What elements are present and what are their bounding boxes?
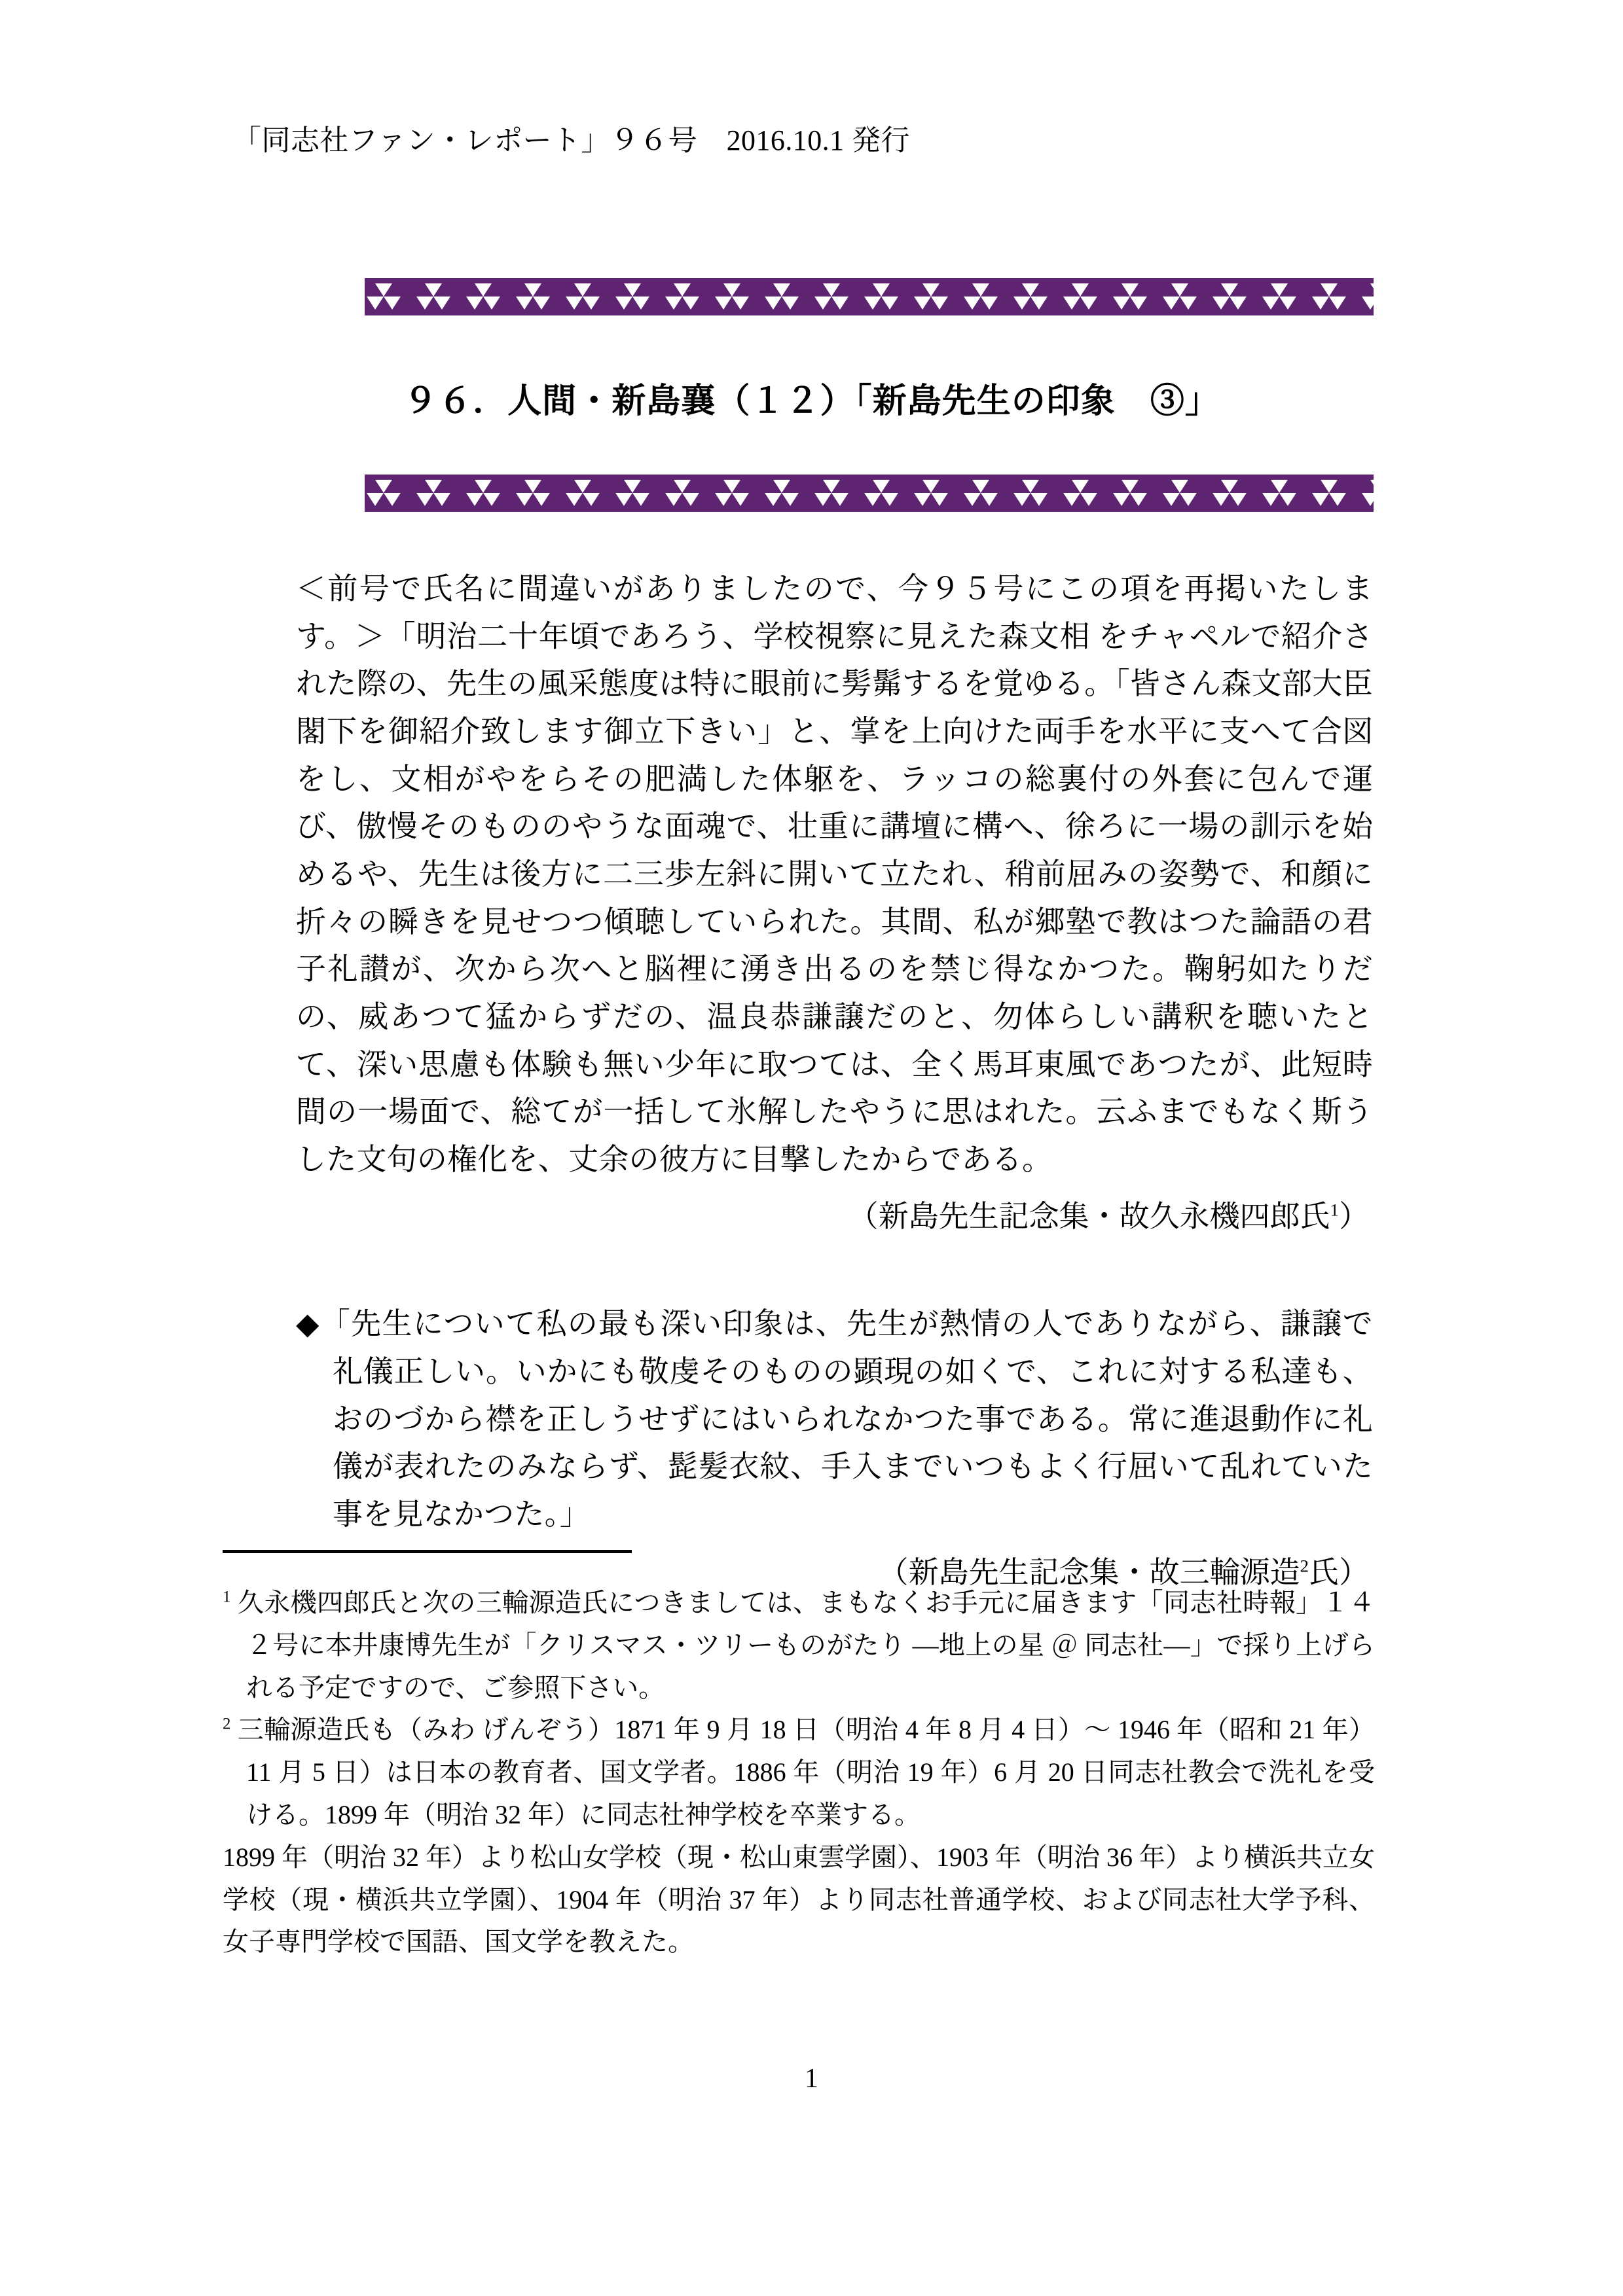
- footnote-item: [223, 1582, 1375, 1709]
- triangle-cluster-icon: [418, 283, 448, 312]
- triangle-icon: [1329, 493, 1346, 506]
- triangle-cluster-icon: [568, 479, 598, 508]
- triangle-icon: [624, 283, 641, 296]
- attribution-two-close: 氏）: [1309, 1555, 1369, 1589]
- document-header: 「同志社ファン・レポート」９６号 2016.10.1 発行: [232, 124, 910, 156]
- triangle-icon: [384, 493, 401, 506]
- triangle-cluster-icon: [816, 479, 847, 508]
- triangle-icon: [665, 296, 682, 310]
- triangle-icon: [972, 480, 989, 493]
- triangle-icon: [1180, 296, 1197, 310]
- triangle-icon: [632, 296, 649, 310]
- triangle-icon: [375, 283, 392, 296]
- triangle-icon: [981, 493, 998, 506]
- triangle-icon: [1262, 296, 1279, 310]
- triangle-icon: [615, 493, 632, 506]
- triangle-icon: [1362, 493, 1374, 506]
- triangle-icon: [765, 296, 782, 310]
- triangle-icon: [782, 493, 799, 506]
- triangle-icon: [367, 296, 384, 310]
- triangle-icon: [466, 296, 483, 310]
- triangle-cluster-icon: [1165, 283, 1195, 312]
- triangle-cluster-icon: [767, 283, 797, 312]
- triangle-cluster-icon: [468, 283, 498, 312]
- triangle-icon: [1321, 283, 1338, 296]
- footnote-ref-1: 1: [1330, 1200, 1339, 1220]
- triangle-icon: [433, 296, 450, 310]
- triangle-icon: [732, 296, 749, 310]
- triangle-icon: [1262, 493, 1279, 506]
- footnote-text: 1899 年（明治 32 年）より松山女学校（現・松山東雲学園）、1903 年（明治 36 年）より横浜共立女学校（現・横浜共立学園）、1904 年（明治 37 年）より同志社普通学校、および同志社大学予科、女子専門学校で国語、国文学を教えた。: [223, 1842, 1375, 1957]
- footnote-marker: 1: [223, 1588, 231, 1606]
- triangle-icon: [981, 296, 998, 310]
- triangle-icon: [416, 296, 433, 310]
- triangle-cluster-icon: [767, 479, 797, 508]
- triangle-icon: [524, 283, 541, 296]
- triangle-cluster-icon: [617, 283, 647, 312]
- triangle-cluster-icon: [1165, 479, 1195, 508]
- triangle-icon: [516, 296, 533, 310]
- triangle-icon: [922, 480, 939, 493]
- triangle-icon: [831, 296, 848, 310]
- triangle-icon: [1030, 493, 1048, 506]
- triangle-icon: [475, 283, 492, 296]
- triangle-icon: [533, 493, 550, 506]
- attribution-two-text: （新島先生記念集・故三輪源造: [878, 1555, 1300, 1589]
- triangle-icon: [1312, 296, 1329, 310]
- triangle-icon: [823, 480, 840, 493]
- triangle-icon: [864, 493, 881, 506]
- triangle-icon: [375, 480, 392, 493]
- triangle-cluster-icon: [617, 479, 647, 508]
- triangle-cluster-icon: [518, 479, 548, 508]
- triangle-icon: [1312, 493, 1329, 506]
- footnote-ref-2: 2: [1300, 1556, 1309, 1576]
- triangle-cluster-icon: [1364, 479, 1374, 508]
- triangle-icon: [715, 493, 732, 506]
- triangle-cluster-icon: [1314, 283, 1344, 312]
- triangle-icon: [1321, 480, 1338, 493]
- triangle-icon: [416, 493, 433, 506]
- triangle-icon: [1113, 493, 1130, 506]
- triangle-icon: [624, 480, 641, 493]
- triangle-icon: [873, 283, 890, 296]
- triangle-icon: [632, 493, 649, 506]
- triangle-cluster-icon: [717, 479, 747, 508]
- triangle-icon: [1271, 283, 1288, 296]
- triangle-icon: [1063, 493, 1080, 506]
- triangle-icon: [433, 493, 450, 506]
- triangle-icon: [732, 493, 749, 506]
- triangle-icon: [1279, 296, 1296, 310]
- triangle-cluster-icon: [866, 479, 896, 508]
- triangle-icon: [922, 283, 939, 296]
- triangle-cluster-icon: [667, 283, 697, 312]
- triangle-icon: [1163, 296, 1180, 310]
- triangle-icon: [1230, 493, 1247, 506]
- body-paragraph-two: ◆「先生について私の最も深い印象は、先生が熱情の人でありながら、謙譲で礼儀正しい。いかにも敬虔そのものの顕現の如くで、これに対する私達も、おのづから襟を正しうせずにはいられなかつた事である。常に進退動作に礼儀が表れたのみならず、髭髪衣紋、手入までいつもよく行屈いて乱れていた事を見なかつた。」: [296, 1307, 1373, 1532]
- triangle-cluster-icon: [1264, 283, 1294, 312]
- decorative-bar-bottom: [365, 475, 1374, 512]
- triangle-icon: [765, 493, 782, 506]
- triangle-cluster-icon: [468, 479, 498, 508]
- triangle-cluster-icon: [916, 479, 946, 508]
- triangle-icon: [1072, 283, 1089, 296]
- triangle-icon: [1279, 493, 1296, 506]
- triangle-icon: [483, 493, 500, 506]
- triangle-icon: [1013, 296, 1030, 310]
- triangle-icon: [1221, 480, 1238, 493]
- triangle-cluster-icon: [418, 479, 448, 508]
- triangle-icon: [1122, 283, 1139, 296]
- footnote-text: 三輪源造氏も（みわ げんぞう）1871 年 9 月 18 日（明治 4 年 8 月 4 日）～ 1946 年（昭和 21 年）11 月 5 日）は日本の教育者、国文学者。1886 年（明治 19 年）6 月 20 日同志社教会で洗礼を受ける。1899 年（明治 32 年）に同志社神学校を卒業する。: [237, 1715, 1375, 1829]
- triangle-icon: [425, 283, 442, 296]
- triangle-icon: [574, 283, 591, 296]
- body-paragraph-one: ＜前号で氏名に間違いがありましたので、今９５号にこの項を再掲いたします。＞「明治二十年頃であろう、学校視察に見えた森文相 をチャペルで紹介された際の、先生の風采態度は特に眼前に髣髴するを覚ゆる。「皆さん森文部大臣閣下を御紹介致します御立下きい」と、掌を上向けた両手を水平に支へて合図をし、文相がやをらその肥満した体躯を、ラッコの総裏付の外套に包んで運び、傲慢そのもののやうな面魂で、壮重に講壇に構へ、徐ろに一場の訓示を始めるや、先生は後方に二三歩左斜に開いて立たれ、稍前屈みの姿勢で、和顔に折々の瞬きを見せつつ傾聴していられた。其間、私が郷塾で教はつた論語の君子礼讃が、次から次へと脳裡に湧き出るのを禁じ得なかつた。鞠躬如たりだの、威あつて猛からずだの、温良恭謙譲だのと、勿体らしい講釈を聴いたとて、深い思慮も体験も無い少年に取つては、全く馬耳東風であつたが、此短時間の一場面で、総てが一括して氷解したやうに思はれた。云ふまでもなく斯うした文句の権化を、丈余の彼方に目撃したからである。: [296, 572, 1373, 1177]
- triangle-icon: [873, 480, 890, 493]
- triangle-icon: [723, 480, 740, 493]
- triangle-icon: [1370, 283, 1374, 296]
- triangle-icon: [773, 480, 790, 493]
- triangle-icon: [1013, 493, 1030, 506]
- decorative-bar-bottom-pattern: [365, 475, 1374, 512]
- triangle-cluster-icon: [568, 283, 598, 312]
- triangle-icon: [367, 493, 384, 506]
- triangle-icon: [566, 296, 583, 310]
- triangle-cluster-icon: [1015, 283, 1046, 312]
- triangle-icon: [931, 493, 948, 506]
- triangle-cluster-icon: [1065, 479, 1095, 508]
- triangle-cluster-icon: [916, 283, 946, 312]
- triangle-cluster-icon: [1264, 479, 1294, 508]
- triangle-icon: [1180, 493, 1197, 506]
- triangle-icon: [1080, 493, 1097, 506]
- triangle-icon: [1122, 480, 1139, 493]
- triangle-icon: [1171, 480, 1188, 493]
- triangle-icon: [516, 493, 533, 506]
- footnote-area: [223, 1550, 1375, 1964]
- triangle-icon: [1030, 296, 1048, 310]
- triangle-icon: [583, 493, 600, 506]
- triangle-icon: [475, 480, 492, 493]
- triangle-icon: [615, 296, 632, 310]
- triangle-icon: [674, 480, 691, 493]
- triangle-cluster-icon: [717, 283, 747, 312]
- triangle-icon: [682, 493, 699, 506]
- triangle-cluster-icon: [1214, 479, 1245, 508]
- triangle-cluster-icon: [518, 283, 548, 312]
- triangle-icon: [1271, 480, 1288, 493]
- triangle-icon: [1370, 480, 1374, 493]
- triangle-icon: [1171, 283, 1188, 296]
- triangle-icon: [1072, 480, 1089, 493]
- triangle-icon: [773, 283, 790, 296]
- triangle-icon: [881, 296, 898, 310]
- triangle-icon: [964, 296, 981, 310]
- triangle-icon: [1113, 296, 1130, 310]
- triangle-icon: [715, 296, 732, 310]
- triangle-cluster-icon: [1115, 283, 1145, 312]
- footnote-text: 久永機四郎氏と次の三輪源造氏につきましては、まもなくお手元に届きます「同志社時報」１４２号に本井康博先生が「クリスマス・ツリーものがたり ―地上の星 ＠ 同志社―」で採り上げられる予定ですので、ご参照下さい。: [237, 1588, 1376, 1702]
- triangle-icon: [723, 283, 740, 296]
- triangle-icon: [1022, 283, 1039, 296]
- triangle-icon: [1230, 296, 1247, 310]
- triangle-icon: [1130, 493, 1147, 506]
- triangle-cluster-icon: [966, 479, 996, 508]
- triangle-cluster-icon: [866, 283, 896, 312]
- decorative-bar-top: [365, 278, 1374, 315]
- attribution-one-text: （新島先生記念集・故久永機四郎氏: [848, 1199, 1330, 1233]
- triangle-icon: [931, 296, 948, 310]
- triangle-cluster-icon: [1364, 283, 1374, 312]
- triangle-icon: [814, 493, 831, 506]
- triangle-icon: [583, 296, 600, 310]
- triangle-cluster-icon: [966, 283, 996, 312]
- triangle-icon: [914, 493, 931, 506]
- triangle-cluster-icon: [1314, 479, 1344, 508]
- body-content: [296, 565, 1373, 1596]
- footnote-marker: 2: [223, 1715, 231, 1734]
- triangle-icon: [814, 296, 831, 310]
- footnote-item: [223, 1709, 1375, 1836]
- triangle-icon: [823, 283, 840, 296]
- triangle-icon: [1329, 296, 1346, 310]
- triangle-cluster-icon: [369, 283, 399, 312]
- triangle-icon: [1080, 296, 1097, 310]
- triangle-icon: [782, 296, 799, 310]
- triangle-icon: [533, 296, 550, 310]
- page-title: ９６．人間・新島襄（１２）「新島先生の印象 ③」: [403, 383, 1220, 420]
- attribution-one: [296, 1193, 1373, 1241]
- triangle-icon: [524, 480, 541, 493]
- page-number: 1: [805, 2064, 818, 2094]
- attribution-one-close: ）: [1339, 1199, 1369, 1233]
- triangle-cluster-icon: [1065, 283, 1095, 312]
- triangle-icon: [1130, 296, 1147, 310]
- triangle-icon: [1063, 296, 1080, 310]
- triangle-icon: [574, 480, 591, 493]
- triangle-icon: [566, 493, 583, 506]
- triangle-cluster-icon: [816, 283, 847, 312]
- triangle-icon: [682, 296, 699, 310]
- triangle-icon: [864, 296, 881, 310]
- triangle-icon: [384, 296, 401, 310]
- triangle-cluster-icon: [1015, 479, 1046, 508]
- triangle-cluster-icon: [667, 479, 697, 508]
- triangle-icon: [881, 493, 898, 506]
- triangle-icon: [674, 283, 691, 296]
- triangle-icon: [1022, 480, 1039, 493]
- triangle-icon: [972, 283, 989, 296]
- footnote-item: [223, 1837, 1375, 1964]
- triangle-cluster-icon: [369, 479, 399, 508]
- triangle-icon: [964, 493, 981, 506]
- triangle-icon: [1163, 493, 1180, 506]
- triangle-cluster-icon: [1214, 283, 1245, 312]
- triangle-icon: [425, 480, 442, 493]
- triangle-icon: [483, 296, 500, 310]
- triangle-icon: [665, 493, 682, 506]
- triangle-icon: [1221, 283, 1238, 296]
- triangle-icon: [831, 493, 848, 506]
- decorative-bar-top-pattern: [365, 278, 1374, 315]
- triangle-cluster-icon: [1115, 479, 1145, 508]
- triangle-icon: [1213, 493, 1230, 506]
- triangle-icon: [914, 296, 931, 310]
- footnote-separator-rule: [223, 1550, 632, 1553]
- triangle-icon: [466, 493, 483, 506]
- triangle-icon: [1213, 296, 1230, 310]
- triangle-icon: [1362, 296, 1374, 310]
